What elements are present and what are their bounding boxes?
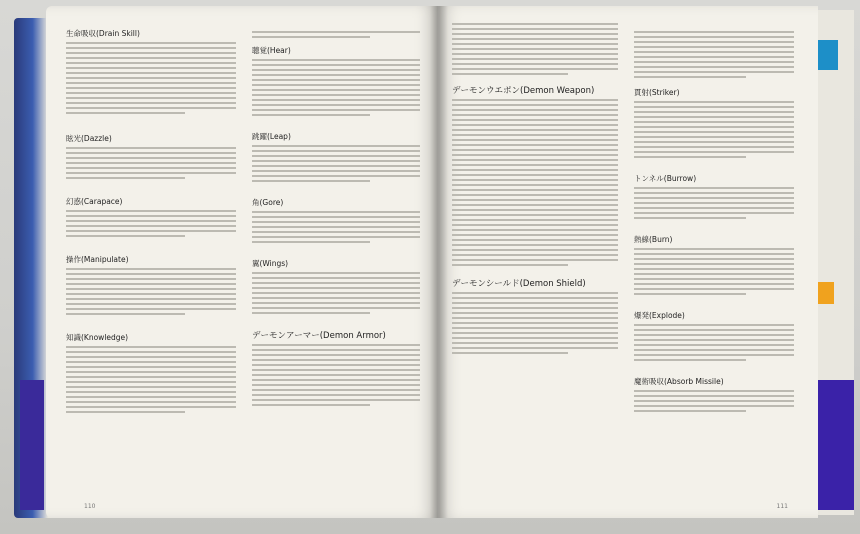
entry-title: 熱線(Burn): [634, 235, 673, 244]
entry: [452, 277, 618, 354]
entry: [634, 376, 794, 412]
entry: [634, 310, 794, 361]
underlying-purple-band: [812, 380, 854, 510]
entry: [66, 332, 236, 413]
page-number: 110: [84, 503, 96, 510]
page-number: 111: [776, 503, 788, 510]
entry-title: デーモンアーマー(Demon Armor): [252, 331, 386, 341]
left-page-column-2: [252, 28, 420, 409]
entry: [252, 197, 420, 243]
entry: [634, 173, 794, 219]
entry-title: 角(Gore): [252, 198, 284, 207]
entry: [252, 45, 420, 116]
entry: [452, 84, 618, 266]
entry: [66, 196, 236, 237]
entry: [634, 87, 794, 158]
entry-title: 聴覚(Hear): [252, 46, 291, 55]
right-page-column-2: [634, 28, 794, 415]
entry: [252, 131, 420, 182]
entry: [252, 329, 420, 406]
entry-title: 知識(Knowledge): [66, 333, 129, 342]
right-page: [438, 6, 818, 518]
entry: [66, 28, 236, 114]
entry-title: 魔術吸収(Absorb Missile): [634, 377, 724, 386]
left-page-column-1: [66, 28, 236, 416]
entry-title: トンネル(Burrow): [634, 174, 697, 183]
left-page: [46, 6, 438, 518]
entry-title: 爆発(Explode): [634, 311, 685, 320]
entry-title: 貫射(Striker): [634, 88, 680, 97]
right-page-column-1: [452, 20, 618, 357]
entry-title: 跳躍(Leap): [252, 132, 291, 141]
entry-title: 眩光(Dazzle): [66, 134, 112, 143]
entry-title: 翼(Wings): [252, 259, 289, 268]
entry-title: 幻惑(Carapace): [66, 197, 123, 206]
entry-title: デーモンウエポン(Demon Weapon): [452, 86, 595, 96]
entry-title: デーモンシールド(Demon Shield): [452, 279, 586, 289]
entry-title: 生命吸収(Drain Skill): [66, 29, 140, 38]
book-gutter-shadow: [430, 6, 448, 518]
book-cover-edge: [20, 380, 44, 510]
entry-title: 操作(Manipulate): [66, 255, 129, 264]
entry: [66, 254, 236, 315]
entry: [66, 133, 236, 179]
entry: [252, 258, 420, 314]
entry: [634, 234, 794, 295]
